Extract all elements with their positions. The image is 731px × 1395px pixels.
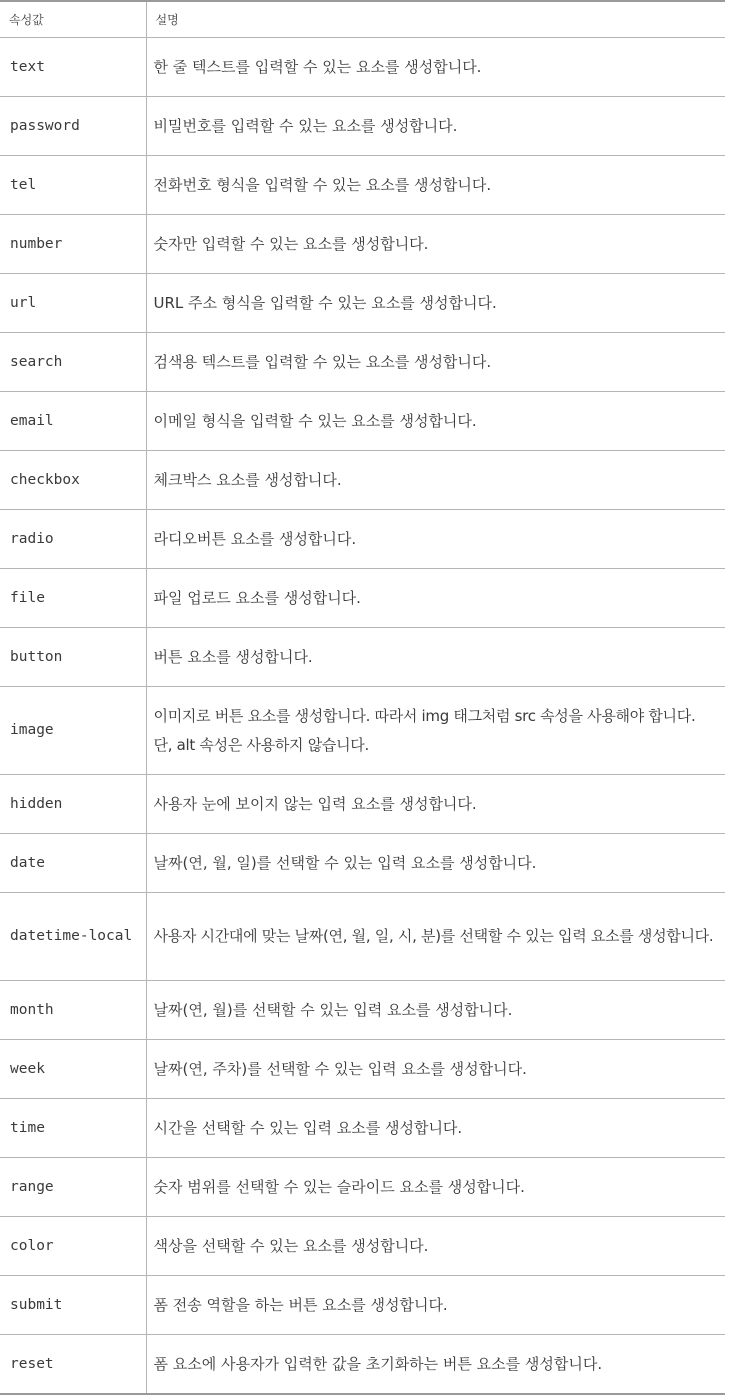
table-row <box>0 628 725 687</box>
table-row <box>0 1335 725 1395</box>
description-cell: 시간을 선택할 수 있는 입력 요소를 생성합니다. <box>146 1099 725 1158</box>
description-cell: 버튼 요소를 생성합니다. <box>146 628 725 687</box>
table-row <box>0 392 725 451</box>
attribute-value-cell: number <box>0 215 146 274</box>
description-cell: 이미지로 버튼 요소를 생성합니다. 따라서 img 태그처럼 src 속성을 사용해야 합니다. 단, alt 속성은 사용하지 않습니다. <box>146 687 725 775</box>
table-row <box>0 1158 725 1217</box>
attribute-value-cell: range <box>0 1158 146 1217</box>
attribute-value-cell: password <box>0 97 146 156</box>
attribute-value-cell: hidden <box>0 775 146 834</box>
header-description: 설명 <box>146 1 725 38</box>
table-row <box>0 215 725 274</box>
attribute-value-cell: file <box>0 569 146 628</box>
description-cell: 사용자 시간대에 맞는 날짜(연, 월, 일, 시, 분)를 선택할 수 있는 입력 요소를 생성합니다. <box>146 893 725 981</box>
attribute-value-cell: radio <box>0 510 146 569</box>
attribute-value-cell: time <box>0 1099 146 1158</box>
description-cell: 숫자 범위를 선택할 수 있는 슬라이드 요소를 생성합니다. <box>146 1158 725 1217</box>
attribute-value-cell: button <box>0 628 146 687</box>
description-cell: URL 주소 형식을 입력할 수 있는 요소를 생성합니다. <box>146 274 725 333</box>
description-cell: 검색용 텍스트를 입력할 수 있는 요소를 생성합니다. <box>146 333 725 392</box>
attribute-value-cell: email <box>0 392 146 451</box>
table-row <box>0 1099 725 1158</box>
table-header-row <box>0 1 725 38</box>
description-cell: 숫자만 입력할 수 있는 요소를 생성합니다. <box>146 215 725 274</box>
table-row <box>0 333 725 392</box>
attribute-value-cell: color <box>0 1217 146 1276</box>
description-cell: 체크박스 요소를 생성합니다. <box>146 451 725 510</box>
attribute-value-cell: url <box>0 274 146 333</box>
table-row <box>0 1217 725 1276</box>
description-cell: 날짜(연, 주차)를 선택할 수 있는 입력 요소를 생성합니다. <box>146 1040 725 1099</box>
table-row <box>0 834 725 893</box>
table-row <box>0 510 725 569</box>
description-cell: 색상을 선택할 수 있는 요소를 생성합니다. <box>146 1217 725 1276</box>
description-cell: 비밀번호를 입력할 수 있는 요소를 생성합니다. <box>146 97 725 156</box>
description-cell: 폼 전송 역할을 하는 버튼 요소를 생성합니다. <box>146 1276 725 1335</box>
attribute-value-cell: month <box>0 981 146 1040</box>
table-row <box>0 156 725 215</box>
description-cell: 파일 업로드 요소를 생성합니다. <box>146 569 725 628</box>
description-cell: 한 줄 텍스트를 입력할 수 있는 요소를 생성합니다. <box>146 38 725 97</box>
attribute-value-cell: checkbox <box>0 451 146 510</box>
description-cell: 라디오버튼 요소를 생성합니다. <box>146 510 725 569</box>
attribute-value-cell: tel <box>0 156 146 215</box>
attribute-value-cell: submit <box>0 1276 146 1335</box>
attribute-value-cell: date <box>0 834 146 893</box>
table-row <box>0 893 725 981</box>
table-row <box>0 775 725 834</box>
table-row <box>0 274 725 333</box>
attribute-value-cell: reset <box>0 1335 146 1395</box>
attribute-value-cell: image <box>0 687 146 775</box>
description-cell: 날짜(연, 월)를 선택할 수 있는 입력 요소를 생성합니다. <box>146 981 725 1040</box>
description-cell: 폼 요소에 사용자가 입력한 값을 초기화하는 버튼 요소를 생성합니다. <box>153 1354 603 1373</box>
table-row <box>0 38 725 97</box>
description-cell: 사용자 눈에 보이지 않는 입력 요소를 생성합니다. <box>146 775 725 834</box>
table-row <box>0 1276 725 1335</box>
table-row <box>0 981 725 1040</box>
table-row <box>0 687 725 775</box>
table-row <box>0 1040 725 1099</box>
table-row <box>0 569 725 628</box>
description-cell: 날짜(연, 월, 일)를 선택할 수 있는 입력 요소를 생성합니다. <box>146 834 725 893</box>
table-row <box>0 451 725 510</box>
header-attribute-value: 속성값 <box>0 1 146 38</box>
description-cell: 이메일 형식을 입력할 수 있는 요소를 생성합니다. <box>146 392 725 451</box>
table-row <box>0 97 725 156</box>
attribute-value-cell: text <box>0 38 146 97</box>
attribute-value-cell: search <box>0 333 146 392</box>
description-cell: 전화번호 형식을 입력할 수 있는 요소를 생성합니다. <box>146 156 725 215</box>
attribute-value-cell: week <box>0 1040 146 1099</box>
attribute-value-cell: datetime-local <box>0 893 146 981</box>
